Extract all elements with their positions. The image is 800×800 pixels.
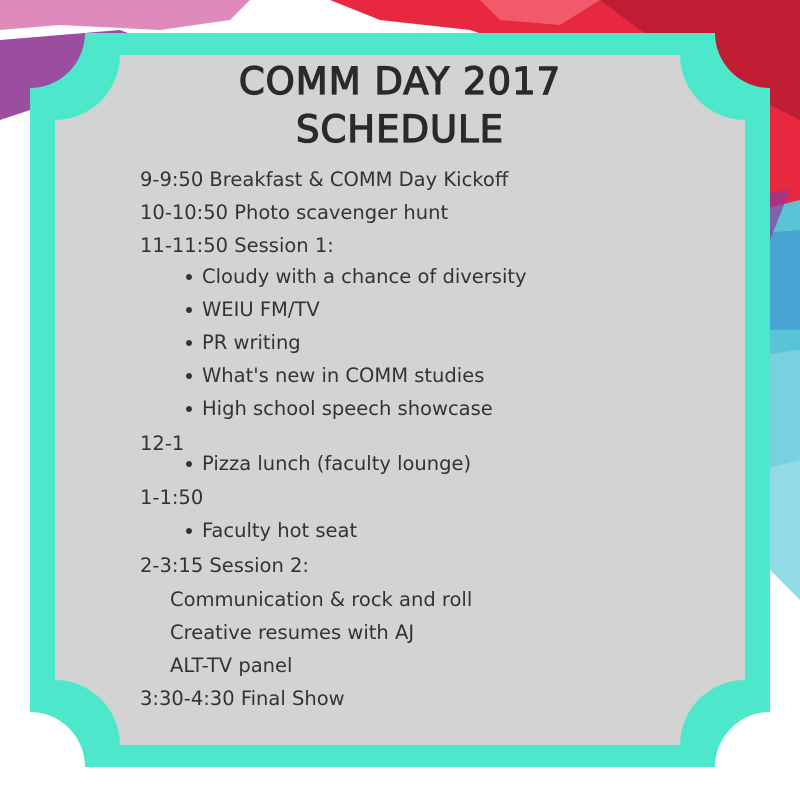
schedule-item-breakfast: 9-9:50 Breakfast & COMM Day Kickoff bbox=[140, 168, 509, 191]
title-line-1: COMM DAY 2017 bbox=[238, 60, 562, 103]
schedule-item-session-1: 11-11:50 Session 1: bbox=[140, 234, 334, 257]
bullet-icon bbox=[186, 307, 192, 313]
session-1-topic: Cloudy with a chance of diversity bbox=[202, 265, 527, 288]
session-1-topic: PR writing bbox=[202, 331, 301, 354]
bullet-icon bbox=[186, 461, 192, 467]
bullet-icon bbox=[186, 274, 192, 280]
bullet-icon bbox=[186, 528, 192, 534]
schedule-item-session-2: 2-3:15 Session 2: bbox=[140, 554, 310, 577]
hot-seat-detail: Faculty hot seat bbox=[202, 519, 358, 542]
bullet-icon bbox=[186, 406, 192, 412]
title-line-2: SCHEDULE bbox=[295, 108, 505, 151]
session-2-topic: Communication & rock and roll bbox=[170, 588, 473, 611]
session-2-topic: ALT-TV panel bbox=[170, 654, 293, 677]
session-2-topic: Creative resumes with AJ bbox=[170, 621, 415, 644]
schedule-item-scavenger-hunt: 10-10:50 Photo scavenger hunt bbox=[140, 201, 449, 224]
session-1-topic: WEIU FM/TV bbox=[202, 298, 320, 321]
schedule-item-hot-seat-time: 1-1:50 bbox=[140, 486, 204, 509]
bullet-icon bbox=[186, 373, 192, 379]
bullet-icon bbox=[186, 340, 192, 346]
schedule-item-final-show: 3:30-4:30 Final Show bbox=[140, 687, 345, 710]
lunch-detail: Pizza lunch (faculty lounge) bbox=[202, 452, 472, 475]
session-1-topic: High school speech showcase bbox=[202, 397, 493, 420]
schedule-item-lunch-time: 12-1 bbox=[140, 432, 185, 455]
session-1-topic: What's new in COMM studies bbox=[202, 364, 485, 387]
